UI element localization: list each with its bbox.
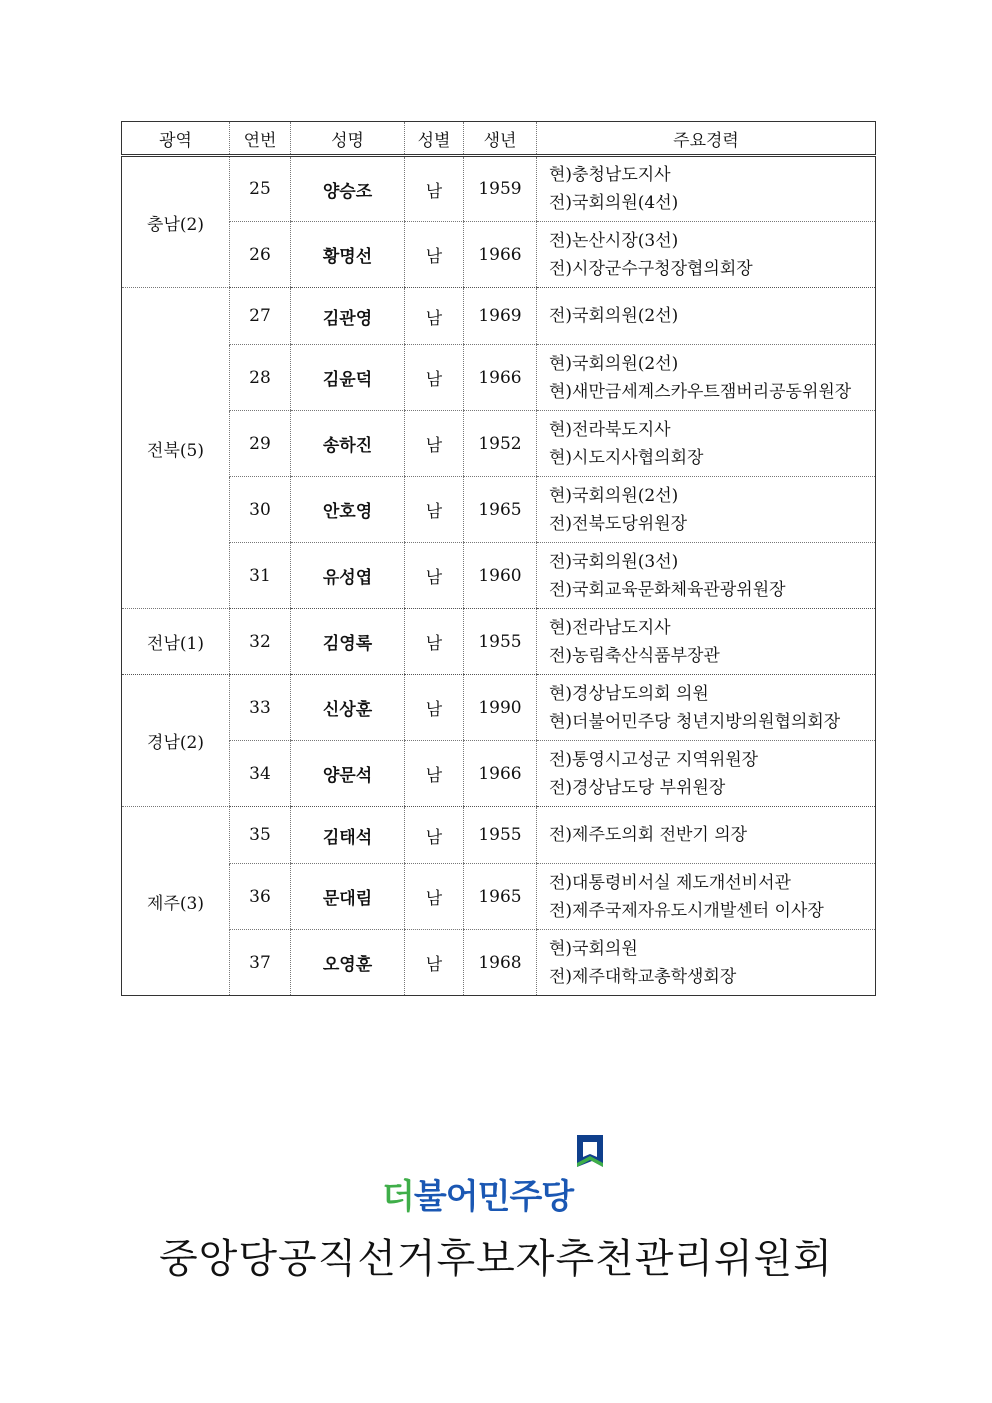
number-cell: 35 (230, 807, 291, 864)
region-cell: 제주(3) (122, 807, 230, 996)
table-row (122, 411, 876, 477)
gender-cell: 남 (405, 807, 464, 864)
career-cell (537, 222, 876, 288)
birth-year-cell: 1952 (464, 411, 537, 477)
career-line: 현)국회의원(2선) (549, 485, 679, 506)
number-cell: 29 (230, 411, 291, 477)
name-cell: 김영록 (291, 609, 405, 675)
career-cell (537, 345, 876, 411)
table-row (122, 222, 876, 288)
career-line: 현)더불어민주당 청년지방의원협의회장 (549, 711, 841, 732)
career-line: 전)경상남도당 부위원장 (549, 777, 726, 798)
gender-cell: 남 (405, 543, 464, 609)
number-cell: 37 (230, 930, 291, 996)
name-cell: 오영훈 (291, 930, 405, 996)
career-line: 현)충청남도지사 (549, 165, 671, 185)
gender-cell: 남 (405, 288, 464, 345)
number-cell: 30 (230, 477, 291, 543)
name-cell: 송하진 (291, 411, 405, 477)
table-row (122, 609, 876, 675)
name-cell: 신상훈 (291, 675, 405, 741)
name-cell: 김관영 (291, 288, 405, 345)
name-cell: 황명선 (291, 222, 405, 288)
party-logo-text: 더불어민주당 (382, 1177, 574, 1217)
table-row (122, 864, 876, 930)
name-cell: 안호영 (291, 477, 405, 543)
career-cell (537, 864, 876, 930)
birth-year-cell: 1959 (464, 156, 537, 222)
career-cell (537, 741, 876, 807)
region-cell: 경남(2) (122, 675, 230, 807)
career-line: 전)대통령비서실 제도개선비서관 (549, 872, 791, 893)
number-cell: 32 (230, 609, 291, 675)
career-line: 현)국회의원 (549, 938, 638, 959)
birth-year-cell: 1969 (464, 288, 537, 345)
number-cell: 25 (230, 156, 291, 222)
career-line: 전)제주국제자유도시개발센터 이사장 (549, 900, 824, 921)
career-line: 전)시장군수구청장협의회장 (549, 258, 753, 279)
header-career: 주요경력 (537, 122, 876, 156)
gender-cell: 남 (405, 864, 464, 930)
header-gender: 성별 (405, 122, 464, 156)
career-cell (537, 411, 876, 477)
birth-year-cell: 1966 (464, 222, 537, 288)
birth-year-cell: 1990 (464, 675, 537, 741)
birth-year-cell: 1966 (464, 345, 537, 411)
party-flag-icon (574, 1133, 606, 1169)
career-line: 전)국회교육문화체육관광위원장 (549, 579, 786, 600)
candidate-table (121, 121, 876, 996)
table-header-row (122, 122, 876, 156)
career-cell (537, 477, 876, 543)
career-line: 현)전라남도지사 (549, 617, 671, 638)
name-cell: 양승조 (291, 156, 405, 222)
number-cell: 27 (230, 288, 291, 345)
region-cell: 전남(1) (122, 609, 230, 675)
table-row (122, 807, 876, 864)
gender-cell: 남 (405, 411, 464, 477)
career-line: 전)국회의원(4선) (549, 193, 679, 213)
header-number: 연번 (230, 122, 291, 156)
gender-cell: 남 (405, 741, 464, 807)
table-row (122, 477, 876, 543)
table-row (122, 288, 876, 345)
birth-year-cell: 1965 (464, 864, 537, 930)
gender-cell: 남 (405, 477, 464, 543)
career-line: 전)전북도당위원장 (549, 513, 688, 534)
name-cell: 김태석 (291, 807, 405, 864)
career-cell (537, 543, 876, 609)
table-row (122, 345, 876, 411)
table-body (122, 156, 876, 996)
number-cell: 28 (230, 345, 291, 411)
birth-year-cell: 1955 (464, 807, 537, 864)
gender-cell: 남 (405, 675, 464, 741)
organization-name: 중앙당공직선거후보자추천관리위원회 (159, 1236, 833, 1282)
number-cell: 31 (230, 543, 291, 609)
career-line: 현)전라북도지사 (549, 419, 671, 440)
number-cell: 33 (230, 675, 291, 741)
name-cell: 유성엽 (291, 543, 405, 609)
birth-year-cell: 1965 (464, 477, 537, 543)
career-line: 전)농림축산식품부장관 (549, 645, 720, 666)
number-cell: 34 (230, 741, 291, 807)
career-line: 현)새만금세계스카우트잼버리공동위원장 (549, 381, 852, 402)
career-line: 전)국회의원(3선) (549, 551, 679, 572)
career-line: 전)통영시고성군 지역위원장 (549, 749, 759, 770)
birth-year-cell: 1955 (464, 609, 537, 675)
career-cell (537, 807, 876, 864)
gender-cell: 남 (405, 930, 464, 996)
birth-year-cell: 1968 (464, 930, 537, 996)
header-region: 광역 (122, 122, 230, 156)
career-cell (537, 288, 876, 345)
table-row (122, 930, 876, 996)
table-row (122, 741, 876, 807)
name-cell: 김윤덕 (291, 345, 405, 411)
career-line: 전)논산시장(3선) (549, 230, 679, 251)
region-cell: 전북(5) (122, 288, 230, 609)
career-line: 전)제주대학교총학생회장 (549, 966, 737, 987)
party-logo (382, 1133, 622, 1217)
birth-year-cell: 1960 (464, 543, 537, 609)
career-cell (537, 609, 876, 675)
table-row (122, 675, 876, 741)
name-cell: 문대림 (291, 864, 405, 930)
career-cell (537, 930, 876, 996)
table-row (122, 543, 876, 609)
career-cell (537, 156, 876, 222)
career-line: 현)시도지사협의회장 (549, 447, 704, 468)
career-line: 현)경상남도의회 의원 (549, 683, 709, 704)
name-cell: 양문석 (291, 741, 405, 807)
table-row (122, 156, 876, 222)
career-line: 현)국회의원(2선) (549, 353, 679, 374)
header-name: 성명 (291, 122, 405, 156)
gender-cell: 남 (405, 609, 464, 675)
gender-cell: 남 (405, 222, 464, 288)
number-cell: 26 (230, 222, 291, 288)
birth-year-cell: 1966 (464, 741, 537, 807)
career-cell (537, 675, 876, 741)
gender-cell: 남 (405, 345, 464, 411)
region-cell: 충남(2) (122, 156, 230, 288)
gender-cell: 남 (405, 156, 464, 222)
header-birth-year: 생년 (464, 122, 537, 156)
career-line: 전)제주도의회 전반기 의장 (549, 825, 748, 845)
career-line: 전)국회의원(2선) (549, 306, 679, 326)
number-cell: 36 (230, 864, 291, 930)
